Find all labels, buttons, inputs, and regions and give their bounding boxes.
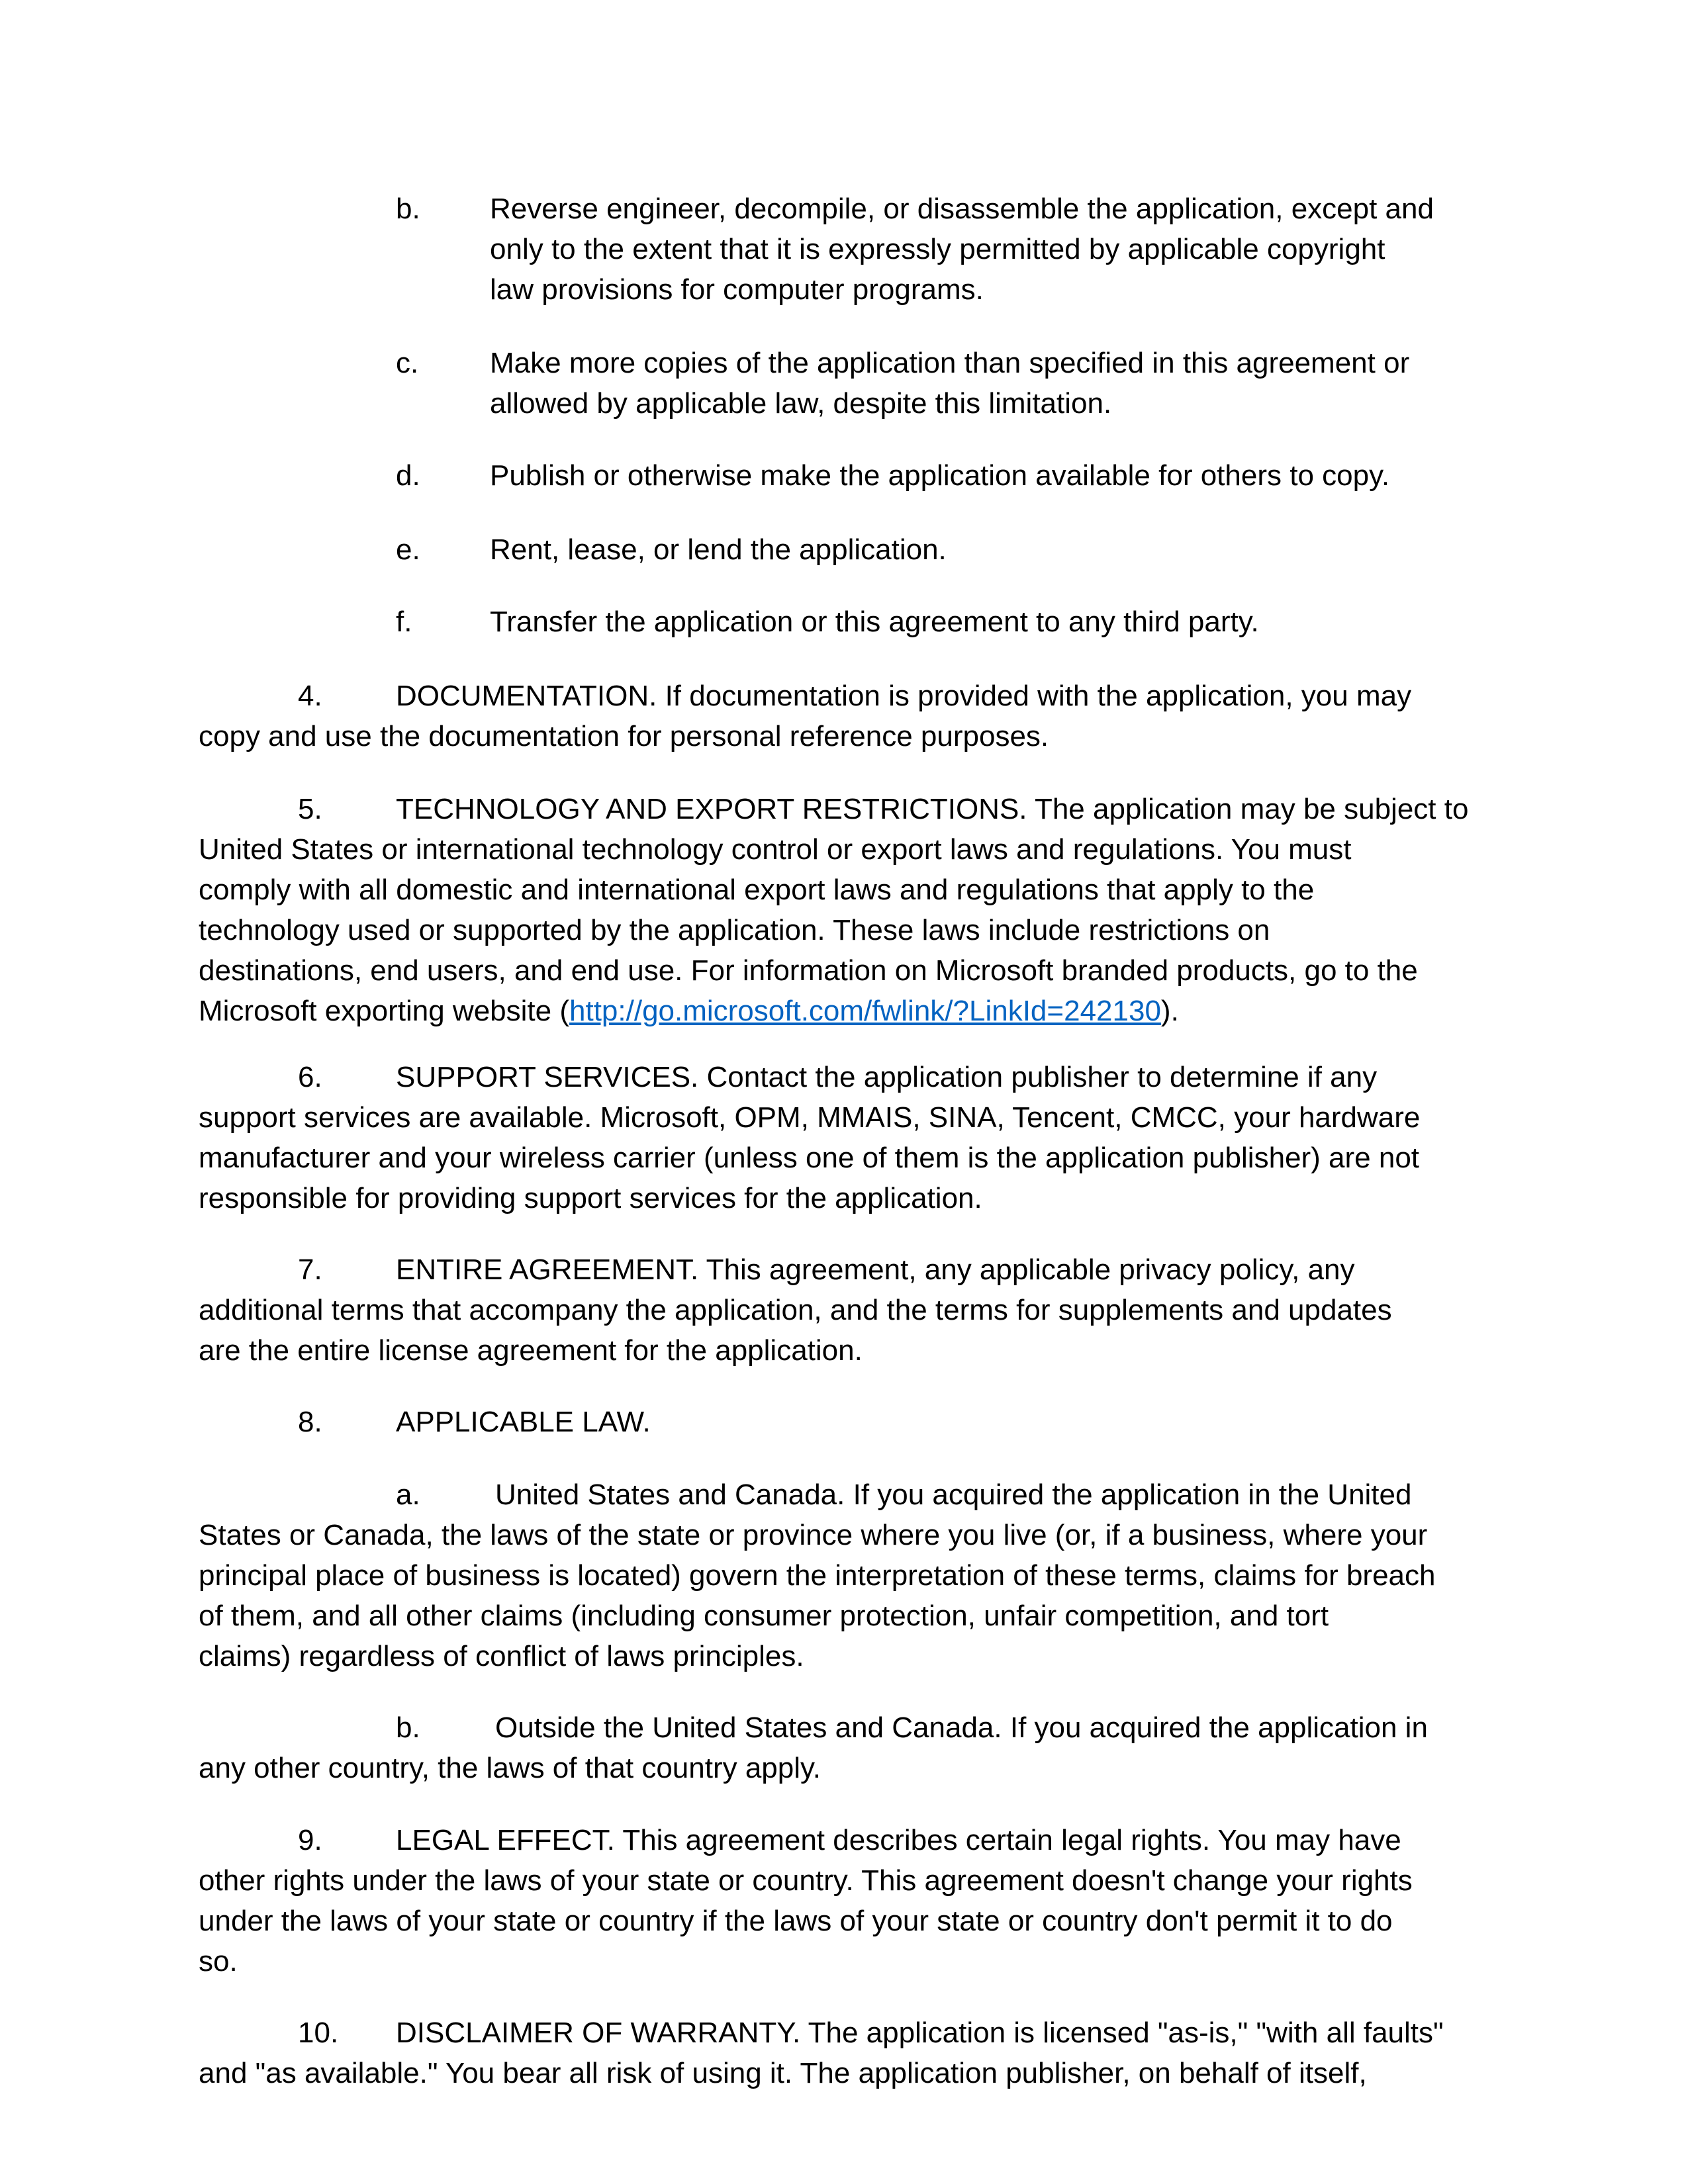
list-item-text: Transfer the application or this agreement to any third party. (490, 606, 1259, 638)
list-marker: a. (396, 1479, 420, 1511)
list-item-text: allowed by applicable law, despite this limitation. (490, 387, 1112, 420)
section-first-line: LEGAL EFFECT. This agreement describes certain legal rights. You may have (396, 1824, 1401, 1856)
section-line: additional terms that accompany the application, and the terms for supplements and updates (199, 1294, 1392, 1326)
section-5 (199, 789, 1468, 1031)
section-line: United States or international technology control or export laws and regulations. You must (199, 833, 1352, 866)
section-number: 6. (298, 1061, 322, 1093)
list-item-text: Reverse engineer, decompile, or disassemble the application, except and (490, 193, 1434, 225)
section-heading: APPLICABLE LAW. (396, 1406, 651, 1438)
section-line: comply with all domestic and international export laws and regulations that apply to the (199, 874, 1315, 906)
microsoft-exporting-link[interactable]: http://go.microsoft.com/fwlink/?LinkId=242130 (569, 995, 1161, 1027)
section-first-line: SUPPORT SERVICES. Contact the application publisher to determine if any (396, 1061, 1378, 1093)
section-line: are the entire license agreement for the application. (199, 1334, 863, 1367)
section-line: under the laws of your state or country if the laws of your state or country don't permit it to do (199, 1905, 1393, 1937)
section-first-line: DISCLAIMER OF WARRANTY. The application is licensed "as-is," "with all faults" (396, 2017, 1444, 2049)
section-first-line: ENTIRE AGREEMENT. This agreement, any applicable privacy policy, any (396, 1253, 1355, 1286)
list-marker: c. (396, 347, 419, 379)
section-line: claims) regardless of conflict of laws principles. (199, 1640, 804, 1672)
list-marker: b. (396, 1711, 420, 1744)
section-8 (199, 1402, 651, 1442)
section-4 (199, 676, 1411, 756)
section-7 (199, 1250, 1392, 1371)
section-8a (199, 1475, 1436, 1676)
section-first-line: TECHNOLOGY AND EXPORT RESTRICTIONS. The application may be subject to (396, 793, 1469, 825)
section-line: other rights under the laws of your state or country. This agreement doesn't change your rights (199, 1864, 1413, 1897)
section-8b (199, 1707, 1428, 1788)
section-first-line: United States and Canada. If you acquired the application in the United (495, 1479, 1412, 1511)
section-line: so. (199, 1945, 238, 1978)
section-line: support services are available. Microsoft, OPM, MMAIS, SINA, Tencent, CMCC, your hardware (199, 1101, 1421, 1134)
list-marker: d. (396, 459, 420, 492)
section-line: destinations, end users, and end use. For information on Microsoft branded products, go to the (199, 954, 1418, 987)
section-line: of them, and all other claims (including consumer protection, unfair competition, and tort (199, 1600, 1329, 1632)
section-line-prefix: Microsoft exporting website ( (199, 995, 569, 1027)
section-line: any other country, the laws of that country apply. (199, 1752, 821, 1784)
section-number: 5. (298, 793, 322, 825)
section-line: and "as available." You bear all risk of using it. The application publisher, on behalf of itself, (199, 2057, 1367, 2089)
section-number: 4. (298, 680, 322, 712)
list-marker: f. (396, 606, 412, 638)
section-10 (199, 2013, 1444, 2093)
section-number: 8. (298, 1406, 322, 1438)
list-item-text: law provisions for computer programs. (490, 273, 984, 306)
list-marker: b. (396, 193, 420, 225)
section-9 (199, 1820, 1413, 1981)
list-item-text: only to the extent that it is expressly permitted by applicable copyright (490, 233, 1385, 265)
list-item-text: Make more copies of the application than specified in this agreement or (490, 347, 1410, 379)
section-number: 10. (298, 2017, 339, 2049)
section-line-suffix: ). (1160, 995, 1179, 1027)
section-line: manufacturer and your wireless carrier (unless one of them is the application publisher) are not (199, 1142, 1420, 1174)
section-first-line: DOCUMENTATION. If documentation is provided with the application, you may (396, 680, 1412, 712)
list-item-text: Rent, lease, or lend the application. (490, 533, 947, 566)
section-line: responsible for providing support services for the application. (199, 1182, 982, 1214)
list-marker: e. (396, 533, 420, 566)
section-number: 7. (298, 1253, 322, 1286)
section-number: 9. (298, 1824, 322, 1856)
section-first-line: Outside the United States and Canada. If you acquired the application in (495, 1711, 1428, 1744)
section-6 (199, 1057, 1420, 1218)
list-item-text: Publish or otherwise make the application available for others to copy. (490, 459, 1390, 492)
section-line: States or Canada, the laws of the state or province where you live (or, if a business, where your (199, 1519, 1428, 1551)
section-line: principal place of business is located) govern the interpretation of these terms, claims for breach (199, 1559, 1436, 1592)
section-line: technology used or supported by the application. These laws include restrictions on (199, 914, 1270, 946)
section-line: copy and use the documentation for personal reference purposes. (199, 720, 1049, 752)
